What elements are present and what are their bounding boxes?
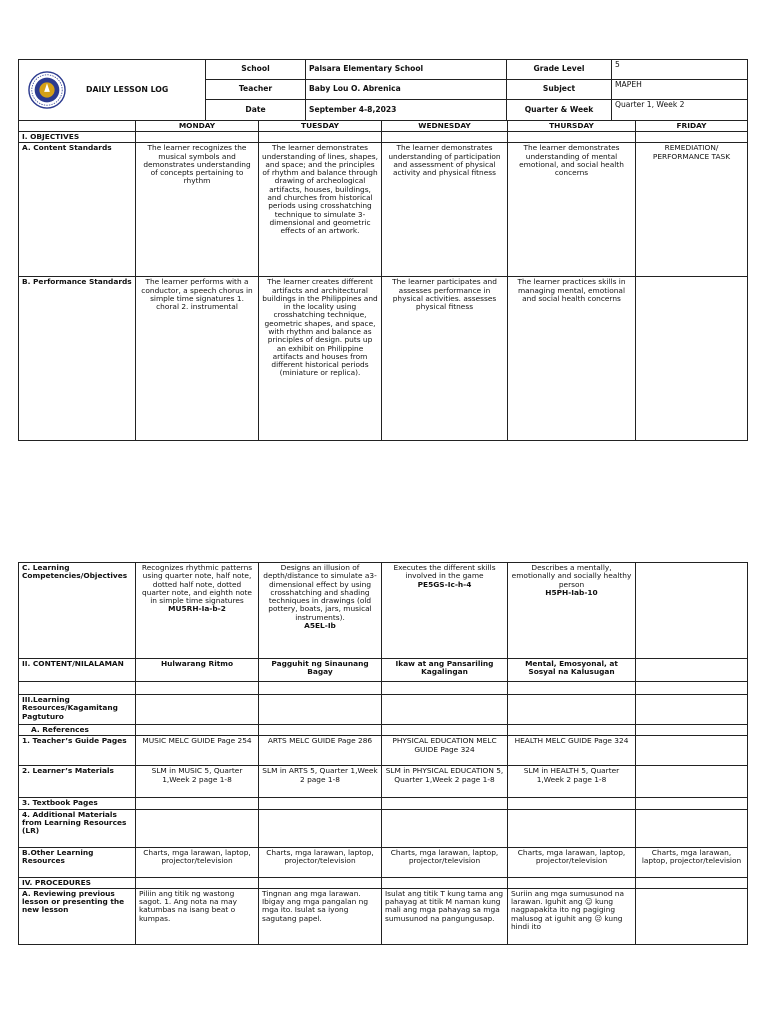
competency-code: PE5GS-Ic-h-4 [417, 579, 472, 589]
competency-code: MU5RH-Ia-b-2 [168, 604, 226, 614]
learners-materials-label: 2. Learner’s Materials [19, 766, 136, 798]
competencies-label: C. Learning Competencies/Objectives [19, 563, 136, 659]
learning-resources-label: III.Learning Resources/Kagamitang Pagtuturo [19, 695, 136, 725]
content-standards-thursday: The learner demonstrates understanding of mental emotional, and social health concerns [508, 143, 636, 277]
competency-code: H5PH-Iab-10 [545, 587, 598, 597]
objectives-table [18, 120, 748, 441]
procedures-label: IV. PROCEDURES [19, 877, 136, 888]
school-label: School [206, 60, 306, 80]
other-resources-friday: Charts, mga larawan, laptop, projector/television [636, 847, 748, 877]
learners-materials-friday [636, 766, 748, 798]
competencies-wednesday [382, 563, 508, 659]
competency-text: Describes a mentally, emotionally and socially healthy person [511, 563, 632, 589]
teacher-value: Baby Lou O. Abrenica [306, 80, 507, 100]
header-table [18, 59, 748, 121]
quarter-week-label: Quarter & Week [507, 100, 612, 121]
reviewing-tuesday: Tingnan ang mga larawan. Ibigay ang mga pangalan ng mga ito. Isulat sa iyong sagutang papel. [259, 888, 382, 944]
performance-standards-tuesday: The learner creates different artifacts and architectural buildings in the Philippines and in the locality using crosshatching technique, geometric shapes, and space, with rhythm and balance as principles of design. puts up an exhibit on Philippine artifacts and houses from different historical periods (miniature or replica). [259, 277, 382, 441]
performance-standards-wednesday: The learner participates and assesses performance in physical activities. assesses physical fitness [382, 277, 508, 441]
content-wednesday: Ikaw at ang Pansariling Kagalingan [382, 659, 508, 682]
document-title: DAILY LESSON LOG [86, 84, 169, 94]
competencies-monday [136, 563, 259, 659]
teachers-guide-wednesday: PHYSICAL EDUCATION MELC GUIDE Page 324 [382, 736, 508, 766]
learners-materials-monday: SLM in MUSIC 5, Quarter 1,Week 2 page 1-8 [136, 766, 259, 798]
blank-corner-cell [19, 121, 136, 132]
competency-text: Designs an illusion of depth/distance to simulate a3-dimensional effect by using crosshatching and shading techniques in drawings (old pottery, boats, jars, musical instruments). [263, 563, 377, 622]
competencies-friday [636, 563, 748, 659]
teachers-guide-monday: MUSIC MELC GUIDE Page 254 [136, 736, 259, 766]
competencies-table [18, 562, 748, 945]
teachers-guide-label: 1. Teacher’s Guide Pages [19, 736, 136, 766]
learners-materials-tuesday: SLM in ARTS 5, Quarter 1,Week 2 page 1-8 [259, 766, 382, 798]
teachers-guide-thursday: HEALTH MELC GUIDE Page 324 [508, 736, 636, 766]
date-label: Date [206, 100, 306, 121]
reviewing-wednesday: Isulat ang titik T kung tama ang pahayag at titik M naman kung mali ang mga pahayag sa mga sumusunod na pangungusap. [382, 888, 508, 944]
content-tuesday: Pagguhit ng Sinaunang Bagay [259, 659, 382, 682]
learners-materials-wednesday: SLM in PHYSICAL EDUCATION 5, Quarter 1,Week 2 page 1-8 [382, 766, 508, 798]
subject-label: Subject [507, 80, 612, 100]
objectives-label: I. OBJECTIVES [19, 132, 136, 143]
competency-code: A5EL-Ib [304, 620, 336, 630]
other-resources-wednesday: Charts, mga larawan, laptop, projector/television [382, 847, 508, 877]
deped-seal-icon [28, 71, 66, 109]
textbook-pages-label: 3. Textbook Pages [19, 798, 136, 809]
date-value: September 4-8,2023 [306, 100, 507, 121]
competencies-tuesday [259, 563, 382, 659]
references-label: A. References [19, 725, 136, 736]
other-resources-monday: Charts, mga larawan, laptop, projector/television [136, 847, 259, 877]
quarter-week-value: Quarter 1, Week 2 [612, 100, 748, 121]
content-thursday: Mental, Emosyonal, at Sosyal na Kalusugan [508, 659, 636, 682]
grade-level-value: 5 [612, 60, 748, 80]
teacher-label: Teacher [206, 80, 306, 100]
other-resources-thursday: Charts, mga larawan, laptop, projector/television [508, 847, 636, 877]
lesson-log-page-1 [18, 59, 747, 441]
day-header-thursday: THURSDAY [508, 121, 636, 132]
day-header-tuesday: TUESDAY [259, 121, 382, 132]
school-value: Palsara Elementary School [306, 60, 507, 80]
performance-standards-label: B. Performance Standards [19, 277, 136, 441]
competencies-thursday [508, 563, 636, 659]
content-monday: Hulwarang Ritmo [136, 659, 259, 682]
teachers-guide-friday [636, 736, 748, 766]
content-standards-monday: The learner recognizes the musical symbols and demonstrates understanding of concepts pertaining to rhythm [136, 143, 259, 277]
content-standards-friday: REMEDIATION/ PERFORMANCE TASK [636, 143, 748, 277]
content-friday [636, 659, 748, 682]
learners-materials-thursday: SLM in HEALTH 5, Quarter 1,Week 2 page 1-8 [508, 766, 636, 798]
day-header-monday: MONDAY [136, 121, 259, 132]
reviewing-friday [636, 888, 748, 944]
reviewing-label: A. Reviewing previous lesson or presenting the new lesson [19, 888, 136, 944]
subject-value: MAPEH [612, 80, 748, 100]
teachers-guide-tuesday: ARTS MELC GUIDE Page 286 [259, 736, 382, 766]
lesson-log-page-2 [18, 562, 747, 945]
competency-text: Recognizes rhythmic patterns using quarter note, half note, dotted half note, dotted quarter note, and eighth note in simple time signatures [141, 563, 253, 606]
day-header-wednesday: WEDNESDAY [382, 121, 508, 132]
content-standards-label: A. Content Standards [19, 143, 136, 277]
grade-level-label: Grade Level [507, 60, 612, 80]
day-header-friday: FRIDAY [636, 121, 748, 132]
performance-standards-monday: The learner performs with a conductor, a speech chorus in simple time signatures 1. choral 2. instrumental [136, 277, 259, 441]
content-standards-wednesday: The learner demonstrates understanding of participation and assessment of physical activity and physical fitness [382, 143, 508, 277]
reviewing-thursday: Suriin ang mga sumusunod na larawan. Iguhit ang ☺ kung nagpapakita ito ng pagiging malusog at iguhit ang ☹ kung hindi ito [508, 888, 636, 944]
additional-materials-label: 4. Additional Materials from Learning Resources (LR) [19, 809, 136, 847]
performance-standards-thursday: The learner practices skills in managing mental, emotional and social health concerns [508, 277, 636, 441]
competency-text: Executes the different skills involved in the game [393, 563, 496, 581]
content-label: II. CONTENT/NILALAMAN [19, 659, 136, 682]
content-standards-tuesday: The learner demonstrates understanding of lines, shapes, and space; and the principles of rhythm and balance through drawing of archeological artifacts, houses, buildings, and churches from historical periods using crosshatching technique to simulate 3-dimensional and geometric effects of an artwork. [259, 143, 382, 277]
reviewing-monday: Piliin ang titik ng wastong sagot. 1. Ang nota na may katumbas na isang beat o kumpas. [136, 888, 259, 944]
other-resources-label: B.Other Learning Resources [19, 847, 136, 877]
performance-standards-friday [636, 277, 748, 441]
other-resources-tuesday: Charts, mga larawan, laptop, projector/television [259, 847, 382, 877]
title-cell [19, 60, 206, 121]
